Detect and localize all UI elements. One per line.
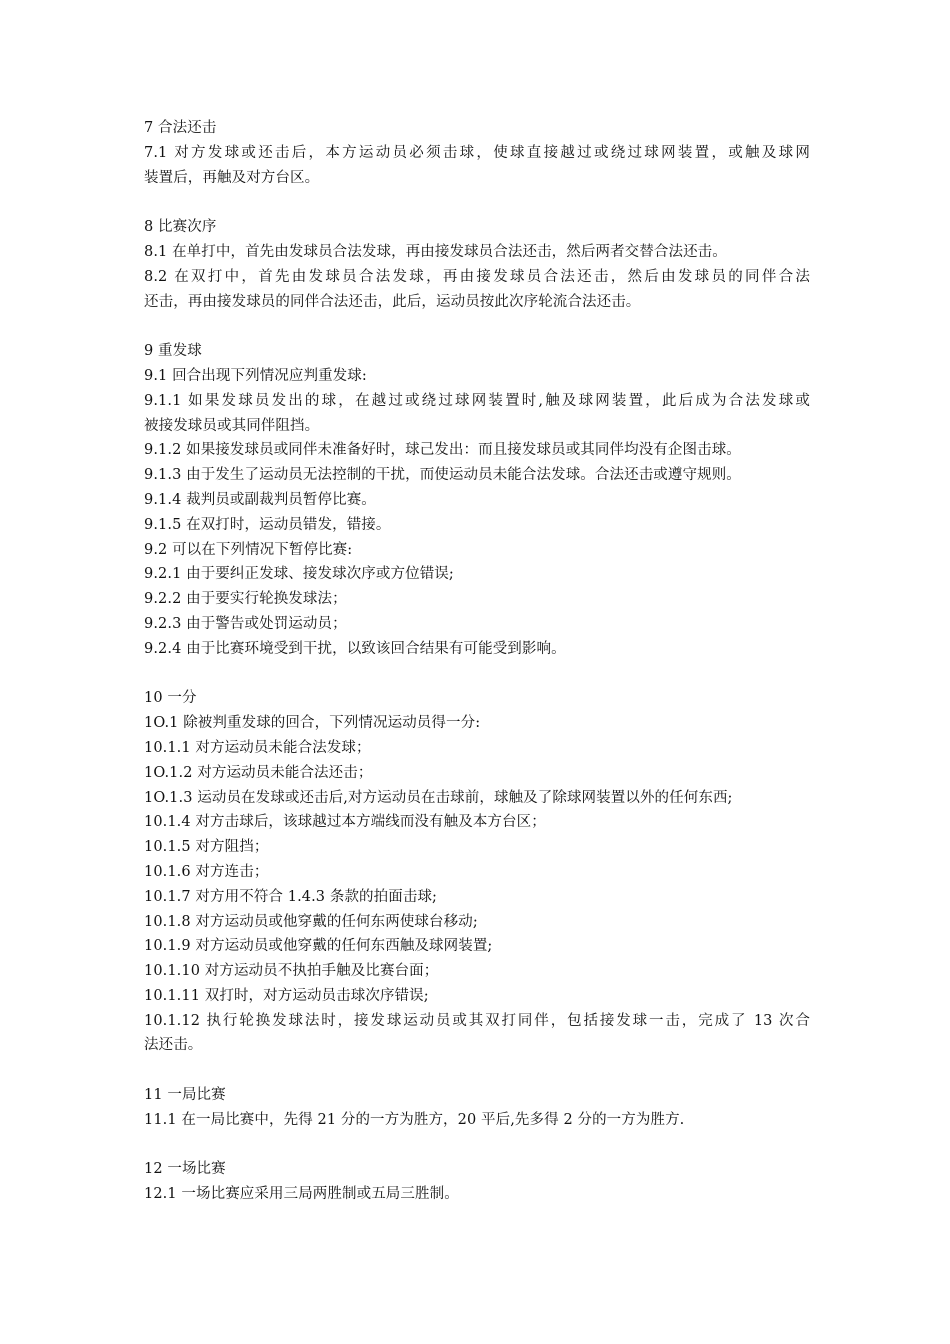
text-line: 10.1.11 双打时，对方运动员击球次序错误; [144, 987, 429, 1004]
text-line: 被接发球员或其同伴阻挡。 [144, 417, 320, 434]
text-line: 10.1.5 对方阻挡； [144, 839, 269, 856]
text-line: 10.1.10 对方运动员不执拍手触及比赛台面； [144, 963, 439, 980]
text-line: 1O.1.3 运动员在发球或还击后,对方运动员在击球前，球触及了除球网装置以外的任何东西; [144, 789, 733, 806]
text-line: 10.1.4 对方击球后，该球越过本方端线而没有触及本方台区； [144, 814, 546, 831]
text-line: 还击，再由接发球员的同伴合法还击，此后，运动员按此次序轮流合法还击。 [144, 293, 641, 310]
paragraph-gap [144, 1058, 810, 1083]
text-line: 10.1.7 对方用不符合 1.4.3 条款的拍面击球; [144, 888, 438, 905]
text-line: 9.2 可以在下列情况下暂停比赛: [144, 541, 353, 558]
text-line: 9.1 回合出现下列情况应判重发球: [144, 367, 367, 384]
text-line: 10.1.9 对方运动员或他穿戴的任何东西触及球网装置; [144, 938, 493, 955]
text-line: 12.1 一场比赛应采用三局两胜制或五局三胜制。 [144, 1186, 459, 1203]
paragraph-gap [144, 190, 810, 215]
section-heading: 9 重发球 [144, 343, 202, 360]
section-heading: 8 比赛次序 [144, 219, 217, 236]
section-heading: 7 合法还击 [144, 120, 217, 136]
text-line: 8.2 在双打中，首先由发球员合法发球，再由接发球员合法还击，然后由发球员的同伴合法 [144, 268, 810, 285]
text-line: 9.1.5 在双打时，运动员错发，错接。 [144, 516, 391, 533]
text-line: 9.2.1 由于要纠正发球、接发球次序或方位错误; [144, 566, 454, 583]
text-line: 9.1.1 如果发球员发出的球，在越过或绕过球网装置时,触及球网装置，此后成为合法发球或 [144, 392, 810, 409]
text-line: 7.1 对方发球或还击后，本方运动员必须击球，使球直接越过或绕过球网装置，或触及球网 [144, 144, 810, 161]
text-line: 8.1 在单打中，首先由发球员合法发球，再由接发球员合法还击，然后两者交替合法还击。 [144, 243, 727, 260]
text-line: 9.2.3 由于警告或处罚运动员； [144, 615, 347, 632]
text-line: 9.1.4 裁判员或副裁判员暂停比赛。 [144, 491, 376, 508]
text-line: 10.1.6 对方连击； [144, 863, 269, 880]
text-line: 10.1.1 对方运动员未能合法发球； [144, 739, 371, 756]
text-line: 法还击。 [144, 1037, 203, 1054]
text-line: 9.1.3 由于发生了运动员无法控制的干扰，而使运动员未能合法发球。合法还击或遵守规则。 [144, 467, 741, 484]
text-line: 1O.1.2 对方运动员未能合法还击； [144, 764, 373, 781]
section-heading: 12 一场比赛 [144, 1161, 226, 1178]
paragraph-gap [144, 314, 810, 339]
text-line: 9.2.2 由于要实行轮换发球法； [144, 591, 347, 608]
text-line: 装置后，再触及对方台区。 [144, 169, 320, 186]
text-line: 9.2.4 由于比赛环境受到干扰，以致该回合结果有可能受到影响。 [144, 640, 566, 657]
text-line: 1O.1 除被判重发球的回合，下列情况运动员得一分: [144, 715, 481, 732]
paragraph-gap [144, 1133, 810, 1158]
paragraph-gap [144, 662, 810, 687]
text-line: 9.1.2 如果接发球员或同伴未准备好时，球己发出：而且接发球员或其同伴均没有企图击球。 [144, 442, 741, 459]
text-line: 10.1.12 执行轮换发球法时，接发球运动员或其双打同伴，包括接发球一击，完成了 13 次合 [144, 1012, 810, 1029]
section-heading: 11 一局比赛 [144, 1087, 226, 1104]
section-heading: 10 一分 [144, 690, 197, 707]
document-page [144, 116, 810, 1207]
text-line: 11.1 在一局比赛中，先得 21 分的一方为胜方，20 平后,先多得 2 分的一方为胜方. [144, 1111, 685, 1128]
text-line: 10.1.8 对方运动员或他穿戴的任何东两使球台移动; [144, 913, 478, 930]
